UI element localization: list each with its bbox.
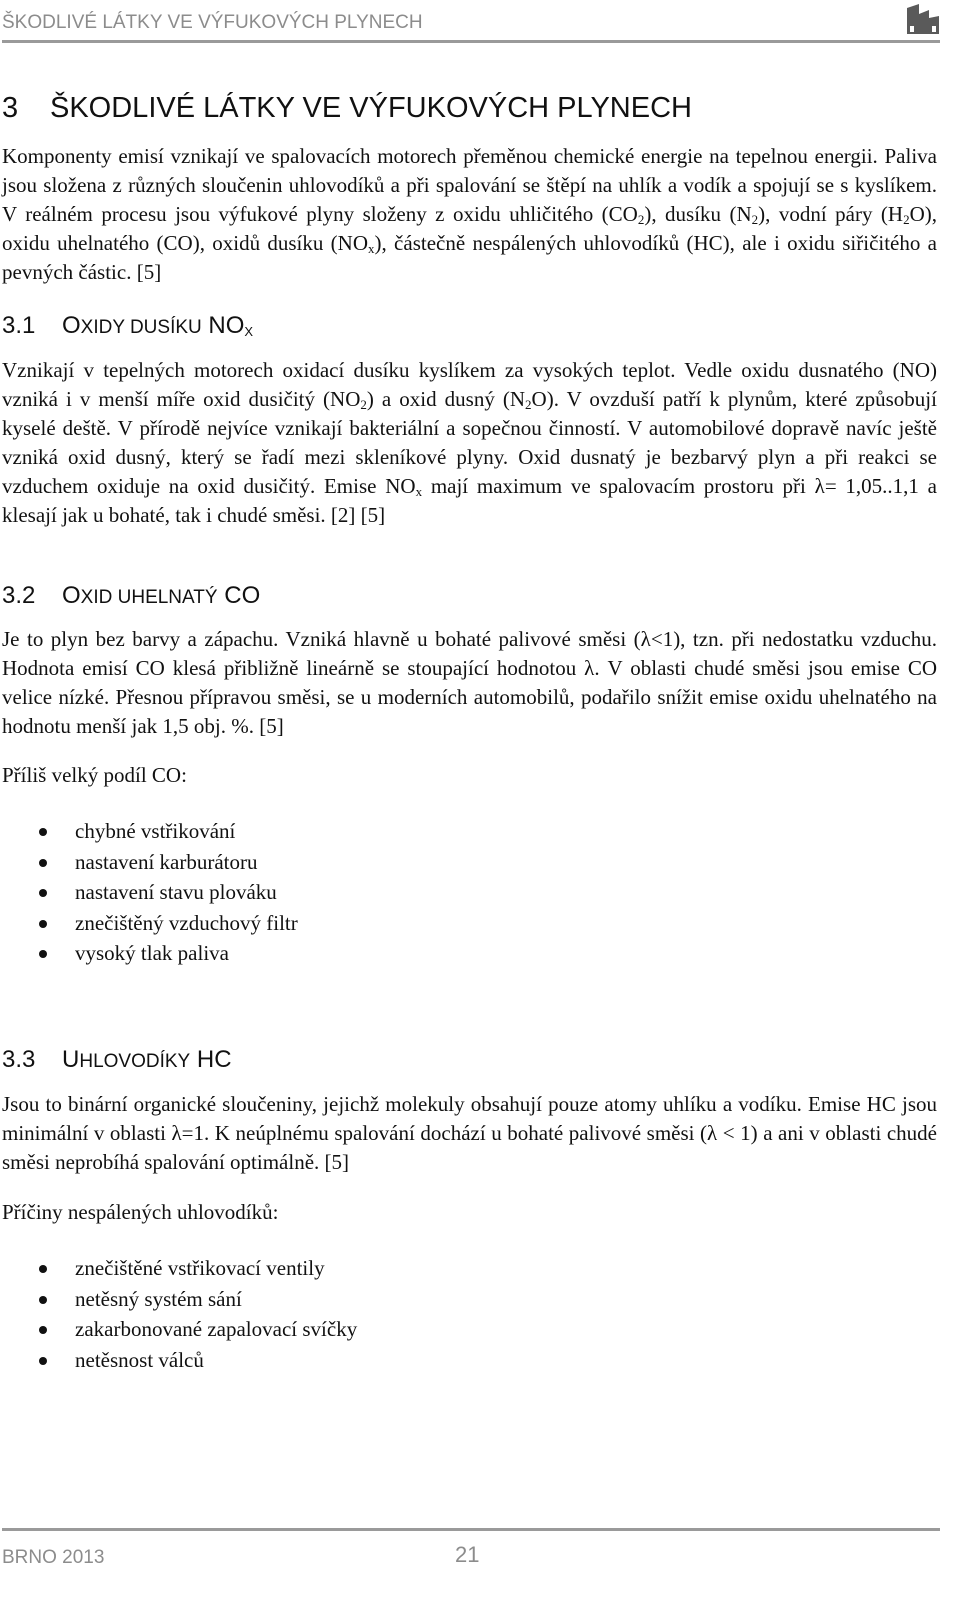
bullet-icon [39, 1326, 47, 1334]
bullet-icon [39, 1357, 47, 1365]
list-item: zakarbonované zapalovací svíčky [2, 1314, 357, 1345]
list-item: netěsný systém sání [2, 1284, 357, 1315]
list-item: vysoký tlak paliva [2, 938, 298, 969]
bullet-icon [39, 920, 47, 928]
bullet-icon [39, 1296, 47, 1304]
list-item: znečištěné vstřikovací ventily [2, 1253, 357, 1284]
section-heading-3-2: 3.2 OXID UHELNATÝ CO [2, 582, 261, 609]
bullet-icon [39, 889, 47, 897]
chapter-heading [2, 92, 692, 125]
chapter-title: ŠKODLIVÉ LÁTKY VE VÝFUKOVÝCH PLYNECH [50, 92, 692, 124]
page-number: 21 [455, 1542, 480, 1567]
hc-causes-list [2, 1253, 357, 1375]
bullet-icon [39, 828, 47, 836]
section-3-3-paragraph: Jsou to binární organické sloučeniny, jejichž molekuly obsahují pouze atomy uhlíku a vodíku. Emise HC jsou minimální v oblasti λ=1. K neúplnému spalování dochází u bohaté palivové směsi (λ < 1) a ani v oblasti chudé směsi neprobíhá spalování optimálně. [5] [2, 1092, 937, 1174]
list-item: netěsnost válců [2, 1345, 357, 1376]
running-header: ŠKODLIVÉ LÁTKY VE VÝFUKOVÝCH PLYNECH [2, 12, 423, 33]
list-item: nastavení stavu plováku [2, 877, 298, 908]
section-number: 3.2 [2, 582, 36, 609]
header-rule [2, 40, 940, 43]
chapter-number: 3 [2, 92, 19, 124]
section-number: 3.1 [2, 312, 36, 339]
list-item: chybné vstřikování [2, 816, 298, 847]
faculty-logo-icon [907, 4, 939, 34]
bullet-icon [39, 950, 47, 958]
co-causes-list [2, 816, 298, 969]
footer-location-year: BRNO 2013 [2, 1547, 105, 1568]
hc-causes-label: Příčiny nespálených uhlovodíků: [2, 1200, 279, 1224]
list-item: znečištěný vzduchový filtr [2, 908, 298, 939]
co-causes-label: Příliš velký podíl CO: [2, 763, 187, 787]
section-3-2-paragraph: Je to plyn bez barvy a zápachu. Vzniká hlavně u bohaté palivové směsi (λ<1), tzn. při nedostatku vzduchu. Hodnota emisí CO klesá přibližně lineárně se stoupající hodnotou λ. V oblasti chudé směsi jsou emise CO velice nízké. Přesnou přípravou směsi, se u moderních automobilů, podařilo snížit emise oxidu uhelnatého na hodnotu menší jak 1,5 obj. %. [5] [2, 627, 937, 738]
section-heading-3-1: 3.1 OXIDY DUSÍKU $NO_X$ [2, 312, 254, 339]
section-heading-3-3: 3.3 UHLOVODÍKY HC [2, 1046, 232, 1073]
footer-rule [2, 1528, 940, 1531]
section-number: 3.3 [2, 1046, 36, 1073]
intro-paragraph: Komponenty emisí vznikají ve spalovacích motorech přeměnou chemické energie na tepelnou energii. Paliva jsou složena z různých sloučenin uhlovodíků a při spalování se štěpí na uhlík a vodík a spojují se s kyslíkem. V reálném procesu jsou výfukové plyny složeny z oxidu uhličitého $(CO_2)$, dusíku $(N_2)$, vodní páry $(H_2O)$, oxidu uhelnatého (CO), oxidů dusíku $(NO_x)$, částečně nespálených uhlovodíků (HC), ale i oxidu siřičitého a pevných částic. [5] [2, 144, 937, 284]
section-3-1-paragraph: Vznikají v tepelných motorech oxidací dusíku kyslíkem za vysokých teplot. Vedle oxidu dusnatého (NO) vzniká i v menší míře oxid dusičitý $(NO_2)$ a oxid dusný $(N_2O)$. V ovzduší patří k plynům, které způsobují kyselé deště. V přírodě nejvíce vznikají bakteriální a sopečnou činností. V automobilové dopravě navíc ještě vzniká oxid dusný, který se řadí mezi skleníkové plyny. Oxid dusnatý je bezbarvý plyn a při reakci se vzduchem oxiduje na oxid dusičitý. Emise $NO_x$ mají maximum ve spalovacím prostoru při λ= 1,05..1,1 a klesají jak u bohaté, tak i chudé směsi. [2] [5] [2, 358, 937, 527]
bullet-icon [39, 1265, 47, 1273]
bullet-icon [39, 859, 47, 867]
list-item: nastavení karburátoru [2, 847, 298, 878]
